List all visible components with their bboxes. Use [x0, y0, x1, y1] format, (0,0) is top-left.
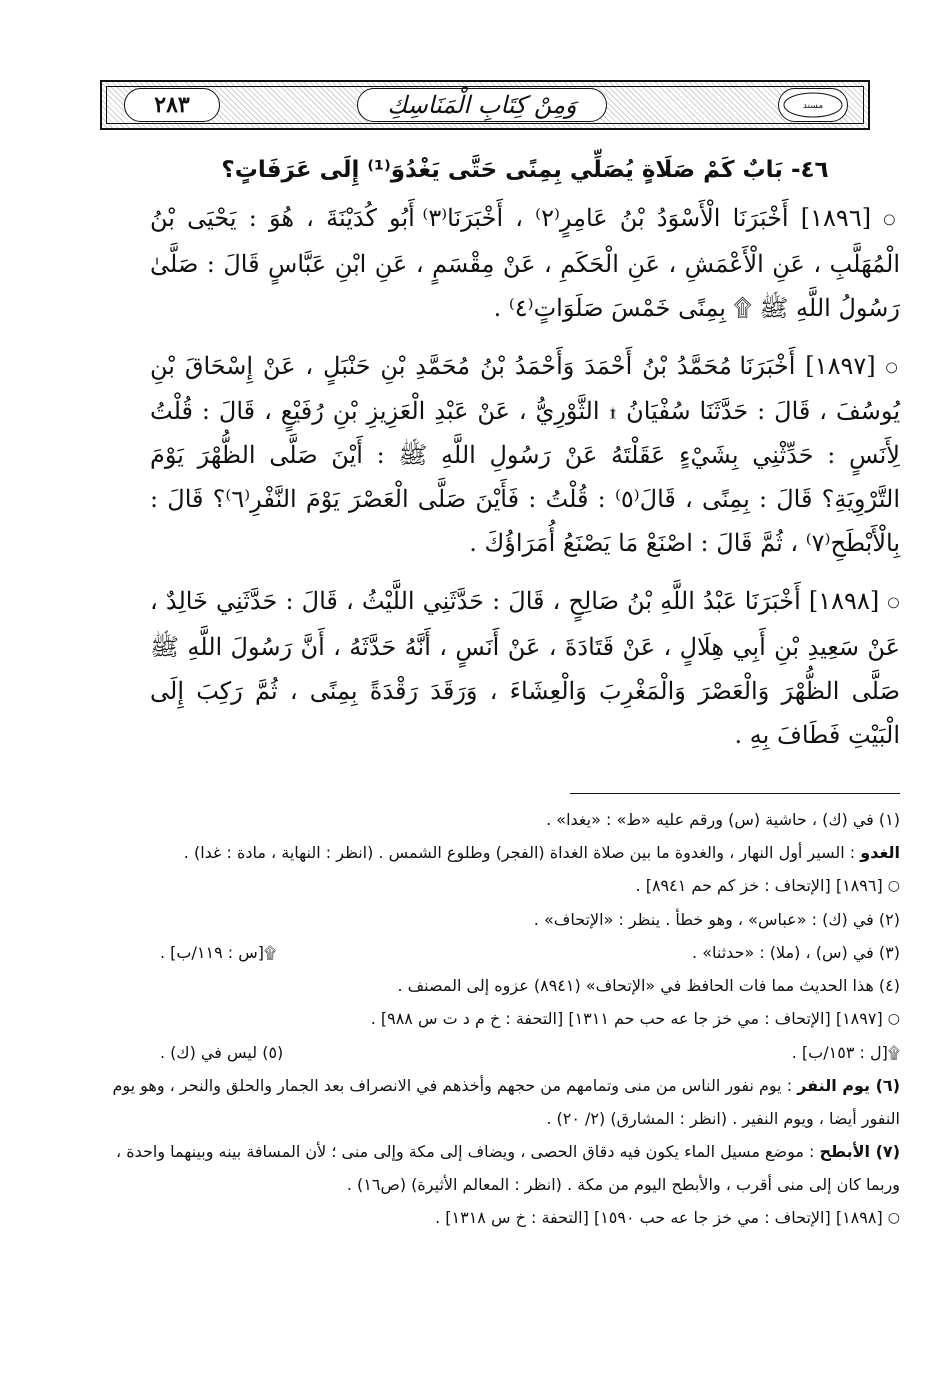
page-header	[100, 80, 870, 130]
circle-marker-icon: ○	[887, 594, 900, 611]
hadith-text: أَخْبَرَنَا مُحَمَّدُ بْنُ أَحْمَدَ وَأَحْمَدُ بْنُ مُحَمَّدِ بْنِ حَنْبَلٍ ، عَنْ إِسْحَاقَ بْنِ يُوسُفَ ، قَالَ : حَدَّثَنَا سُفْيَانُ ۩ الثَّوْرِيُّ ، عَنْ عَبْدِ الْعَزِيزِ بْنِ رُفَيْعٍ ، قَالَ : قُلْتُ لِأَنَسٍ : حَدِّثْنِي بِشَيْءٍ عَقَلْتَهُ عَنْ رَسُولِ اللَّهِ ﷺ : أَيْنَ صَلَّى الظُّهْرَ يَوْمَ التَّرْوِيَةِ؟ قَالَ : بِمِنًى ، قَالَ⁽٥⁾ : قُلْتُ : فَأَيْنَ صَلَّى الْعَصْرَ يَوْمَ النَّفْرِ⁽٦⁾؟ قَالَ : بِالْأَبْطَحِ⁽٧⁾ ، ثُمَّ قَالَ : اصْنَعْ مَا يَصْنَعُ أُمَرَاؤُكَ .	[150, 351, 900, 557]
footnote-text: [١٨٩٨] [الإتحاف : مي خز جا عه حب ١٥٩٠] [التحفة : خ س ١٣١٨] .	[435, 1208, 883, 1227]
footnote-keyword: (٧) الأبطح	[819, 1142, 900, 1161]
footnote-3: (٣) في (س) ، (ملا) : «حدثنا» .	[692, 943, 900, 962]
main-text	[150, 150, 900, 771]
logo-seal-icon	[782, 91, 844, 119]
footnote-text: : موضع مسيل الماء يكون فيه دقاق الحصى ، ويضاف إلى مكة وإلى منى ؛ لأن المسافة بينه وبينهما واحدة ، وربما كان إلى منى أقرب ، والأبطح اليوم من مكة . (انظر : المعالم الأثيرة) (ص١٦) .	[115, 1142, 900, 1194]
ithaf-ref-1897	[100, 1002, 900, 1036]
footnote-text: [١٨٩٧] [الإتحاف : مي خز جا عه حب حم ١٣١١] [التحفة : خ م د ت س ٩٨٨] .	[370, 1009, 883, 1028]
hadith-text: أَخْبَرَنَا الْأَسْوَدُ بْنُ عَامِرٍ⁽٢⁾ ، أَخْبَرَنَا⁽٣⁾ أَبُو كُدَيْنَةَ ، هُوَ : يَحْيَى بْنُ الْمُهَلَّبِ ، عَنِ الْأَعْمَشِ ، عَنِ الْحَكَمِ ، عَنْ مِقْسَمٍ ، عَنِ ابْنِ عَبَّاسٍ قَالَ : صَلَّىٰ رَسُولُ اللَّهِ ﷺ ۩ بِمِنًى خَمْسَ صَلَوَاتٍ⁽٤⁾ .	[150, 204, 900, 322]
circle-marker-icon: ○	[887, 1210, 900, 1226]
hadith-number: [١٨٩٧]	[805, 351, 876, 380]
ithaf-ref-1898	[100, 1201, 900, 1235]
svg-text:مسند: مسند	[802, 101, 824, 111]
footnote-keyword: الغدو	[860, 843, 900, 862]
footnote-3-row	[100, 936, 900, 969]
footnote-6	[100, 1069, 900, 1135]
hadith-1896	[150, 196, 900, 330]
ithaf-ref-1896	[100, 869, 900, 903]
footnote-text: : السير أول النهار ، والغدوة ما بين صلاة الغداة (الفجر) وطلوع الشمس . (انظر : النهاية ، مادة : غدا) .	[183, 843, 856, 862]
circle-marker-icon: ○	[887, 1011, 900, 1027]
footnote-5: (٥) ليس في (ك) .	[160, 1043, 284, 1062]
footnote-7	[100, 1135, 900, 1201]
circle-marker-icon: ○	[883, 211, 901, 228]
hadith-text: أَخْبَرَنَا عَبْدُ اللَّهِ بْنُ صَالِحٍ ، قَالَ : حَدَّثَنِي اللَّيْثُ ، قَالَ : حَدَّثَنِي خَالِدٌ ، عَنْ سَعِيدِ بْنِ أَبِي هِلَالٍ ، عَنْ قَتَادَةَ ، عَنْ أَنَسٍ ، أَنَّهُ حَدَّثَهُ ، أَنَّ رَسُولَ اللَّهِ ﷺ صَلَّى الظُّهْرَ وَالْعَصْرَ وَالْمَغْرِبَ وَالْعِشَاءَ ، وَرَقَدَ رَقْدَةً بِمِنًى ، ثُمَّ رَكِبَ إِلَى الْبَيْتِ فَطَافَ بِهِ .	[150, 587, 900, 749]
publisher-logo	[778, 88, 848, 122]
footnote-2: (٢) في (ك) : «عباس» ، وهو خطأ . ينظر : «الإتحاف» .	[533, 910, 900, 929]
page-number: ٢٨٣	[124, 88, 220, 122]
hadith-1898	[150, 579, 900, 757]
footnote-ghudw	[100, 836, 900, 869]
hadith-1897	[150, 344, 900, 566]
footnote-5-row	[100, 1036, 900, 1069]
circle-marker-icon: ○	[885, 359, 900, 375]
footnote-4: (٤) هذا الحديث مما فات الحافظ في «الإتحاف» (٨٩٤١) عزوه إلى المصنف .	[397, 976, 900, 995]
hadith-number: [١٨٩٦]	[800, 204, 872, 232]
footnote-keyword: (٦) يوم النفر	[797, 1076, 900, 1095]
footnote-text: [١٨٩٦] [الإتحاف : خز كم حم ٨٩٤١] .	[635, 876, 883, 895]
footnote-text: : يوم نفور الناس من منى وتمامهم من حجهم وأخذهم في الانصراف بعد الجمار والحلق والنحر ، وهو يوم النفور أيضا ، ويوم النفير . (انظر : المشارق) (٢/ ٢٠) .	[112, 1076, 900, 1128]
footnotes	[100, 803, 900, 1235]
manuscript-ref-l: ۩[ل : ١٥٣/ب] .	[791, 1043, 900, 1062]
footnote-divider	[570, 793, 900, 794]
hadith-number: [١٨٩٨]	[808, 587, 880, 615]
manuscript-ref-s: ۩[س : ١١٩/ب] .	[160, 943, 277, 962]
footnote-1: (١) في (ك) ، حاشية (س) ورقم عليه «ط» : «يغدا» .	[546, 810, 900, 829]
book-section-title: وَمِنْ كِتَابِ الْمَنَاسِكِ	[357, 88, 607, 122]
circle-marker-icon: ○	[887, 878, 900, 894]
chapter-heading: ٤٦- بَابٌ كَمْ صَلَاةٍ يُصَلِّي بِمِنًى حَتَّى يَغْدُوَ⁽¹⁾ إِلَى عَرَفَاتٍ؟	[221, 157, 829, 183]
